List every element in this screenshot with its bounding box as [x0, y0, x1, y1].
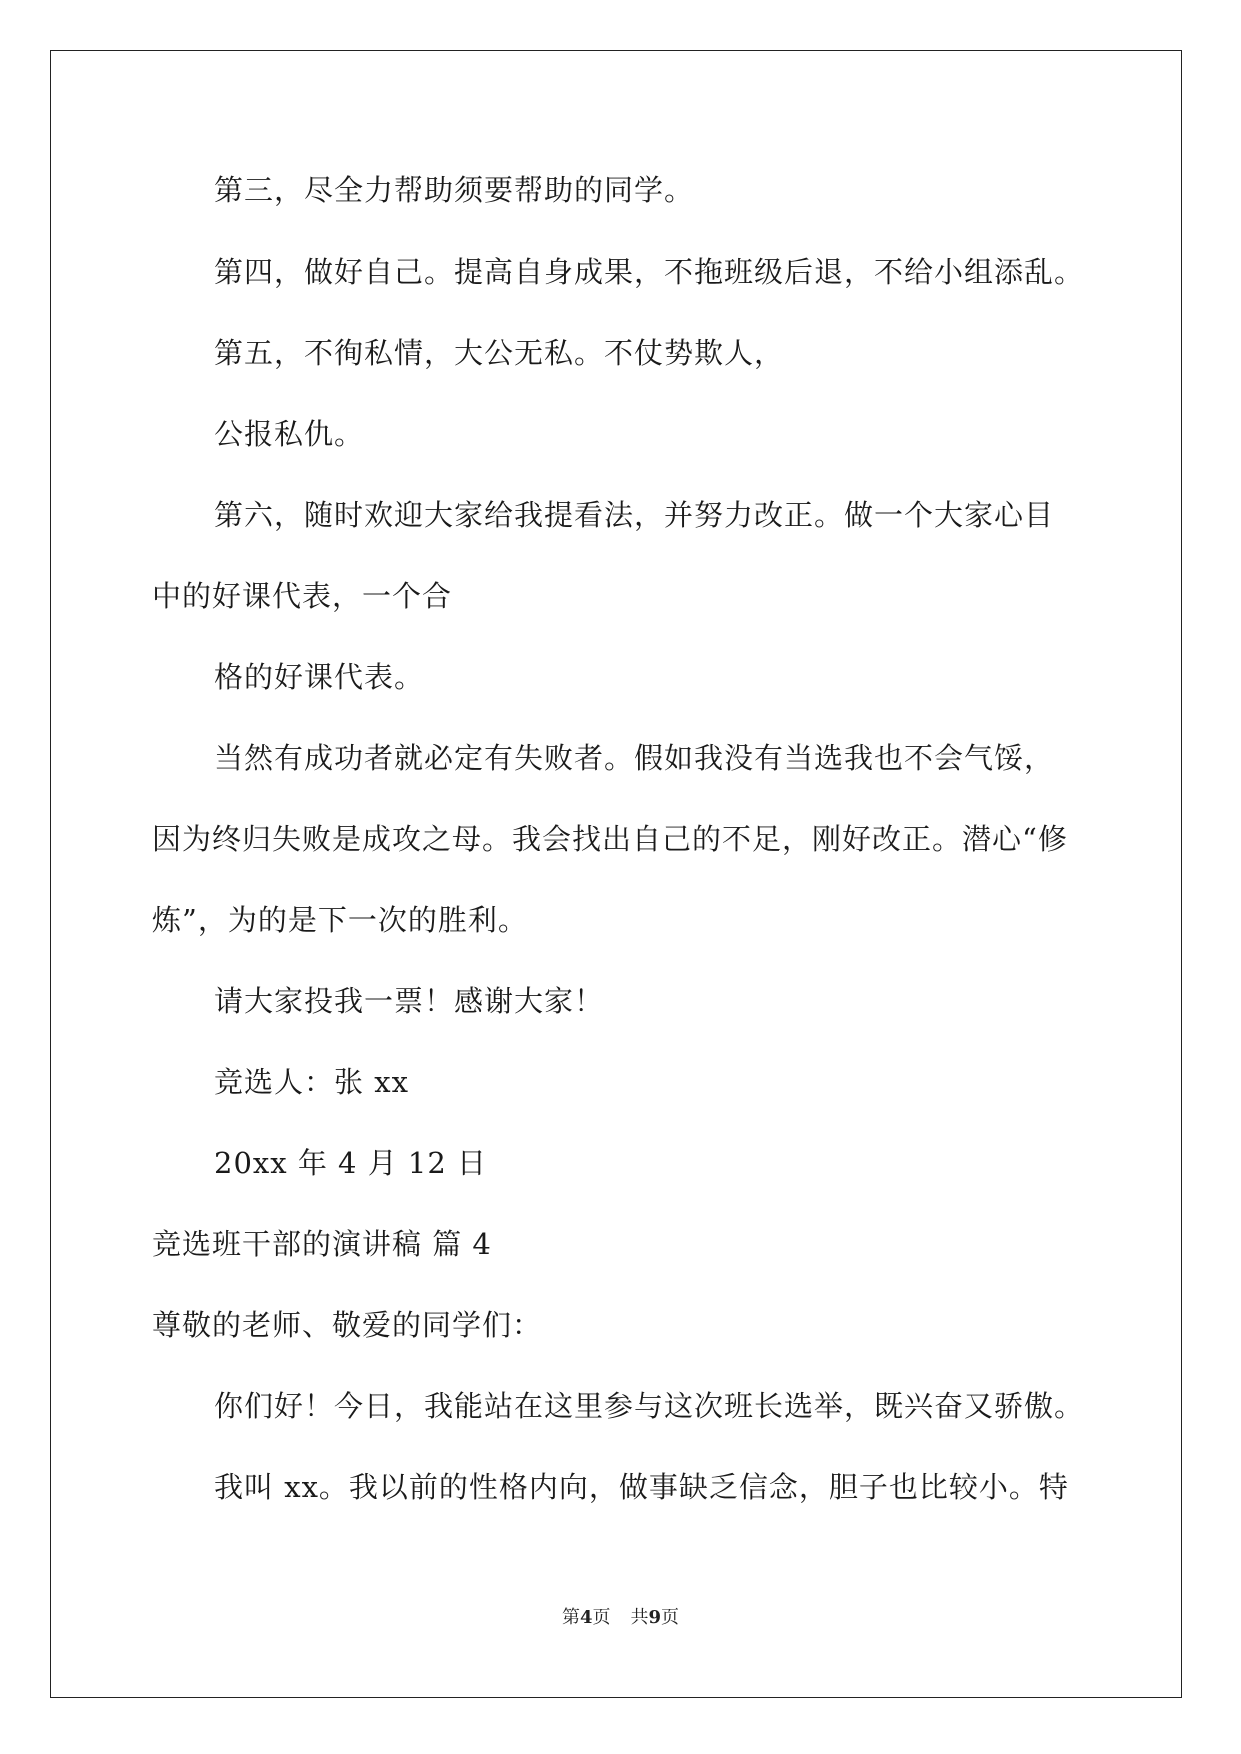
- page-suffix: 页: [592, 1607, 611, 1628]
- paragraph-line: 第六，随时欢迎大家给我提看法，并努力改正。做一个大家心目: [214, 498, 1055, 532]
- total-prefix: 共: [630, 1607, 649, 1628]
- current-page-number: 4: [579, 1607, 593, 1628]
- paragraph-line: 中的好课代表，一个合: [152, 579, 453, 613]
- paragraph-line: 第四，做好自己。提高自身成果，不拖班级后退，不给小组添乱。: [214, 255, 1085, 289]
- paragraph-line: 你们好！今日，我能站在这里参与这次班长选举，既兴奋又骄傲。: [214, 1389, 1085, 1423]
- signature-line: 竞选人：张 xx: [214, 1065, 409, 1099]
- paragraph-line: 因为终归失败是成攻之母。我会找出自己的不足，刚好改正。潜心“修: [152, 822, 1068, 856]
- section-heading: 竞选班干部的演讲稿 篇 4: [152, 1227, 492, 1261]
- page-footer: [0, 1606, 1241, 1630]
- paragraph-line: 当然有成功者就必定有失败者。假如我没有当选我也不会气馁，: [214, 741, 1055, 775]
- total-suffix: 页: [661, 1607, 680, 1628]
- page-border: [50, 50, 1182, 1698]
- paragraph-line: 炼”，为的是下一次的胜利。: [152, 903, 528, 937]
- paragraph-line: 第五，不徇私情，大公无私。不仗势欺人，: [214, 336, 785, 370]
- paragraph-line: 格的好课代表。: [214, 660, 425, 694]
- paragraph-line: 公报私仇。: [214, 417, 365, 451]
- paragraph-line: 第三，尽全力帮助须要帮助的同学。: [214, 173, 695, 207]
- date-line: 20xx 年 4 月 12 日: [214, 1146, 488, 1180]
- total-page-number: 9: [648, 1607, 662, 1628]
- paragraph-line: 我叫 xx。我以前的性格内向，做事缺乏信念，胆子也比较小。特: [214, 1470, 1069, 1504]
- salutation: 尊敬的老师、敬爱的同学们：: [152, 1308, 543, 1342]
- page-prefix: 第: [561, 1607, 580, 1628]
- paragraph-line: 请大家投我一票！感谢大家！: [214, 984, 605, 1018]
